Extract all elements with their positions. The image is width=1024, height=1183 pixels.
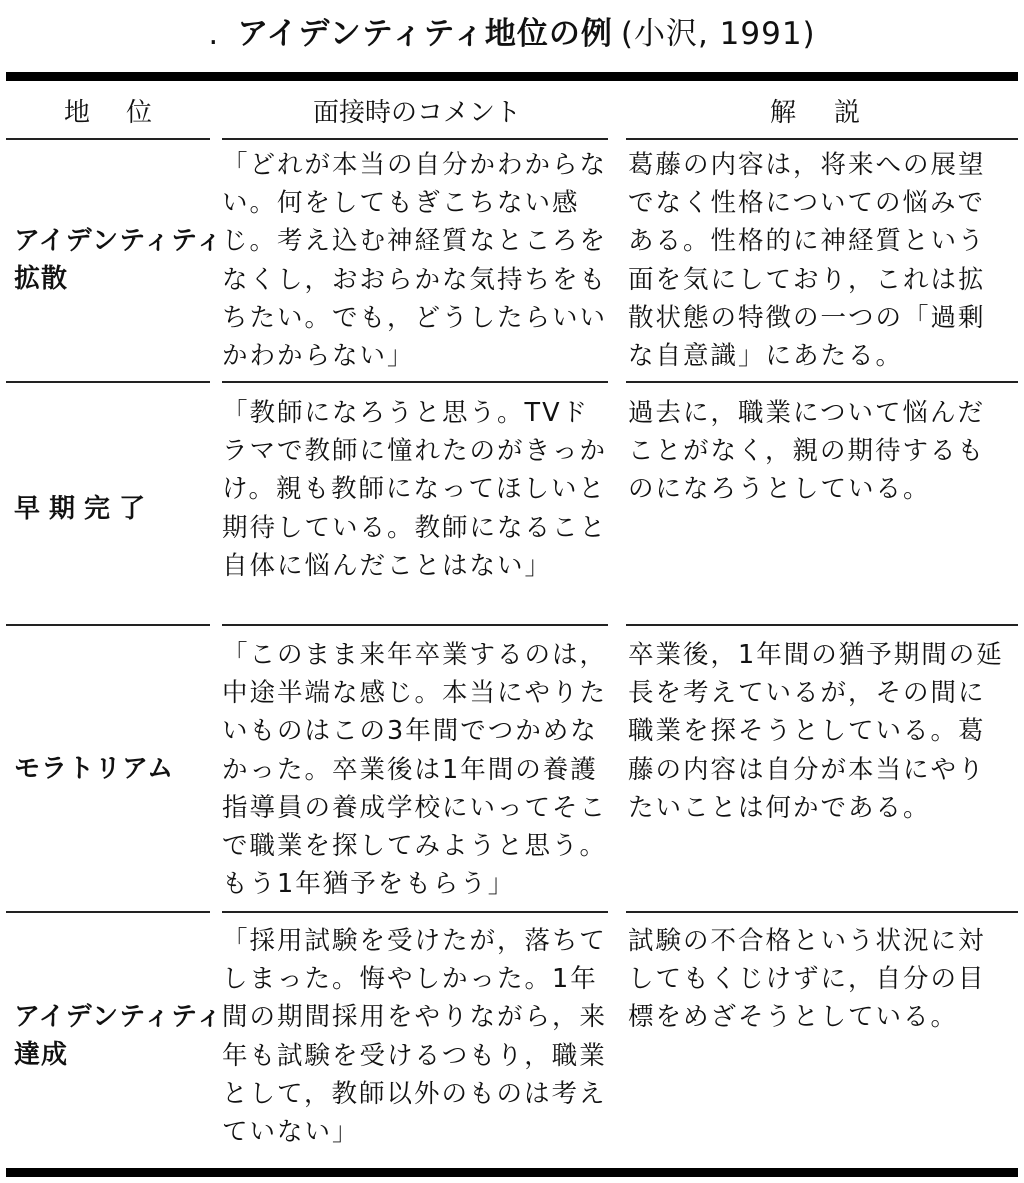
status-line: アイデンティティ	[14, 1002, 223, 1032]
row-divider	[6, 381, 210, 383]
row-divider	[222, 381, 608, 383]
row-divider	[626, 911, 1018, 913]
header-comment: 面接時のコメント	[312, 98, 521, 128]
table-row-status	[14, 998, 224, 1074]
status-line: 達成	[14, 1040, 69, 1070]
row-divider	[222, 911, 608, 913]
table-row-status	[14, 222, 224, 298]
table-row-explanation: 葛藤の内容は，将来への展望でなく性格についての悩みである。性格的に神経質という面を気にしており，これは拡散状態の特徴の一つの「過剰な自意識」にあたる。	[628, 150, 986, 372]
title-main: アイデンティティ地位の例	[237, 16, 613, 52]
table-row-explanation: 試験の不合格という状況に対してもくじけずに，自分の目標をめざそうとしている。	[628, 926, 986, 1033]
table-title	[0, 14, 1024, 54]
table-row-explanation: 卒業後，1年間の猶予期間の延長を考えているが，その間に職業を探そうとしている。葛藤の内容は自分が本当にやりたいことは何かである。	[628, 640, 1004, 823]
status-line: 拡散	[14, 264, 69, 294]
header-divider	[6, 138, 210, 140]
header-status: 地位	[63, 98, 188, 128]
table-top-rule	[6, 72, 1018, 81]
status-line: 早期完了	[14, 494, 155, 524]
table-row-comment: 「教師になろうと思う。TVドラマで教師に憧れたのがきっかけ。親も教師になってほしいと期待している。教師になること自体に悩んだことはない」	[222, 398, 608, 581]
row-divider	[6, 911, 210, 913]
status-line: モラトリアム	[14, 754, 175, 784]
title-citation: (小沢, 1991)	[620, 16, 816, 52]
title-bullet: .	[208, 16, 220, 52]
row-divider	[6, 624, 210, 626]
header-divider	[222, 138, 608, 140]
table-row-status	[14, 750, 224, 788]
header-explanation: 解説	[769, 98, 898, 128]
table-row-comment: 「どれが本当の自分かわからない。何をしてもぎこちない感じ。考え込む神経質なところをなくし，おおらかな気持ちをもちたい。でも，どうしたらいいかわからない」	[222, 150, 608, 372]
status-line: アイデンティティ	[14, 226, 223, 256]
header-divider	[626, 138, 1018, 140]
row-divider	[626, 624, 1018, 626]
table-row-comment: 「このまま来年卒業するのは，中途半端な感じ。本当にやりたいものはこの3年間でつかめなかった。卒業後は1年間の養護指導員の養成学校にいってそこで職業を探してみようと思う。もう1年猶予をもらう」	[222, 640, 608, 900]
row-divider	[222, 624, 608, 626]
row-divider	[626, 381, 1018, 383]
table-row-status	[14, 490, 224, 528]
table-row-comment: 「採用試験を受けたが，落ちてしまった。悔やしかった。1年間の期間採用をやりながら，来年も試験を受けるつもり，職業として，教師以外のものは考えていない」	[222, 926, 608, 1148]
table-row-explanation: 過去に，職業について悩んだことがなく，親の期待するものになろうとしている。	[628, 398, 985, 505]
table-bottom-rule	[6, 1168, 1018, 1177]
